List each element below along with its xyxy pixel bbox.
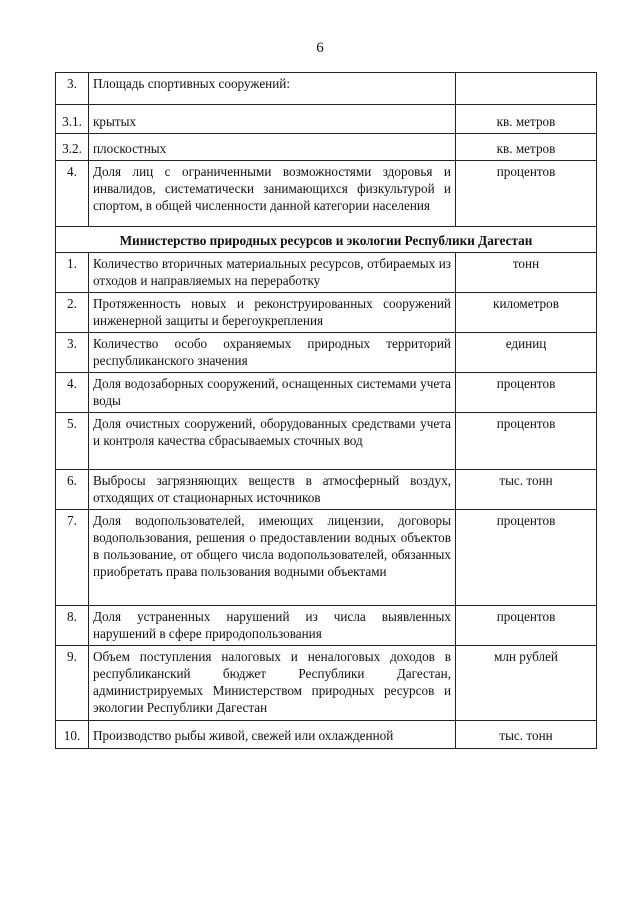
row-description: Доля водопользователей, имеющих лицензии, договоры водопользования, решения о предоставлении водных объектов в пользование, от общего числа водопользователей, обязанных приобретать права пользования водными объектами: [89, 510, 456, 606]
row-description: Количество особо охраняемых природных территорий республиканского значения: [89, 333, 456, 373]
row-description: Доля водозаборных сооружений, оснащенных системами учета воды: [89, 373, 456, 413]
table-row: [56, 105, 597, 134]
row-description: Протяженность новых и реконструированных сооружений инженерной защиты и берегоукрепления: [89, 293, 456, 333]
row-unit: тыс. тонн: [456, 470, 597, 510]
table-row: [56, 413, 597, 470]
row-unit: тонн: [456, 253, 597, 293]
table-row: [56, 293, 597, 333]
table-row: [56, 373, 597, 413]
table-row: [56, 510, 597, 606]
row-unit: кв. метров: [456, 105, 597, 134]
row-description: Доля очистных сооружений, оборудованных средствами учета и контроля качества сбрасываемых сточных вод: [89, 413, 456, 470]
row-unit: единиц: [456, 333, 597, 373]
table-row: [56, 333, 597, 373]
row-number: 9.: [56, 646, 89, 721]
row-number: 3.: [56, 333, 89, 373]
row-description: Доля лиц с ограниченными возможностями здоровья и инвалидов, систематически занимающихся физкультурой и спортом, в общей численности данной категории населения: [89, 161, 456, 227]
table-row: [56, 253, 597, 293]
row-number: 10.: [56, 721, 89, 749]
row-unit: процентов: [456, 510, 597, 606]
row-number: 8.: [56, 606, 89, 646]
row-number: 1.: [56, 253, 89, 293]
row-number: 4.: [56, 373, 89, 413]
row-description: Количество вторичных материальных ресурсов, отбираемых из отходов и направляемых на переработку: [89, 253, 456, 293]
row-description: плоскостных: [89, 134, 456, 161]
section-title: Министерство природных ресурсов и экологии Республики Дагестан: [56, 227, 597, 253]
row-number: 3.: [56, 73, 89, 105]
row-number: 5.: [56, 413, 89, 470]
row-unit: процентов: [456, 373, 597, 413]
table-row: [56, 161, 597, 227]
row-description: Площадь спортивных сооружений:: [89, 73, 456, 105]
row-unit: кв. метров: [456, 134, 597, 161]
table-row: [56, 646, 597, 721]
page-number: 6: [316, 40, 324, 56]
row-unit: процентов: [456, 413, 597, 470]
row-number: 3.2.: [56, 134, 89, 161]
row-number: 3.1.: [56, 105, 89, 134]
row-description: Производство рыбы живой, свежей или охлажденной: [89, 721, 456, 749]
row-unit: километров: [456, 293, 597, 333]
row-number: 7.: [56, 510, 89, 606]
table-row: [56, 134, 597, 161]
row-description: крытых: [89, 105, 456, 134]
row-unit: млн рублей: [456, 646, 597, 721]
row-number: 4.: [56, 161, 89, 227]
row-unit: процентов: [456, 161, 597, 227]
row-number: 6.: [56, 470, 89, 510]
row-description: Выбросы загрязняющих веществ в атмосферный воздух, отходящих от стационарных источников: [89, 470, 456, 510]
table-row: [56, 73, 597, 105]
row-unit: тыс. тонн: [456, 721, 597, 749]
section-header-row: [56, 227, 597, 253]
row-description: Объем поступления налоговых и неналоговых доходов в республиканский бюджет Республики Дагестан, администрируемых Министерством природных ресурсов и экологии Республики Дагестан: [89, 646, 456, 721]
row-unit: [456, 73, 597, 105]
row-number: 2.: [56, 293, 89, 333]
row-unit: процентов: [456, 606, 597, 646]
table-row: [56, 606, 597, 646]
row-description: Доля устраненных нарушений из числа выявленных нарушений в сфере природопользования: [89, 606, 456, 646]
table-row: [56, 721, 597, 749]
indicators-table: [55, 72, 597, 749]
table-row: [56, 470, 597, 510]
